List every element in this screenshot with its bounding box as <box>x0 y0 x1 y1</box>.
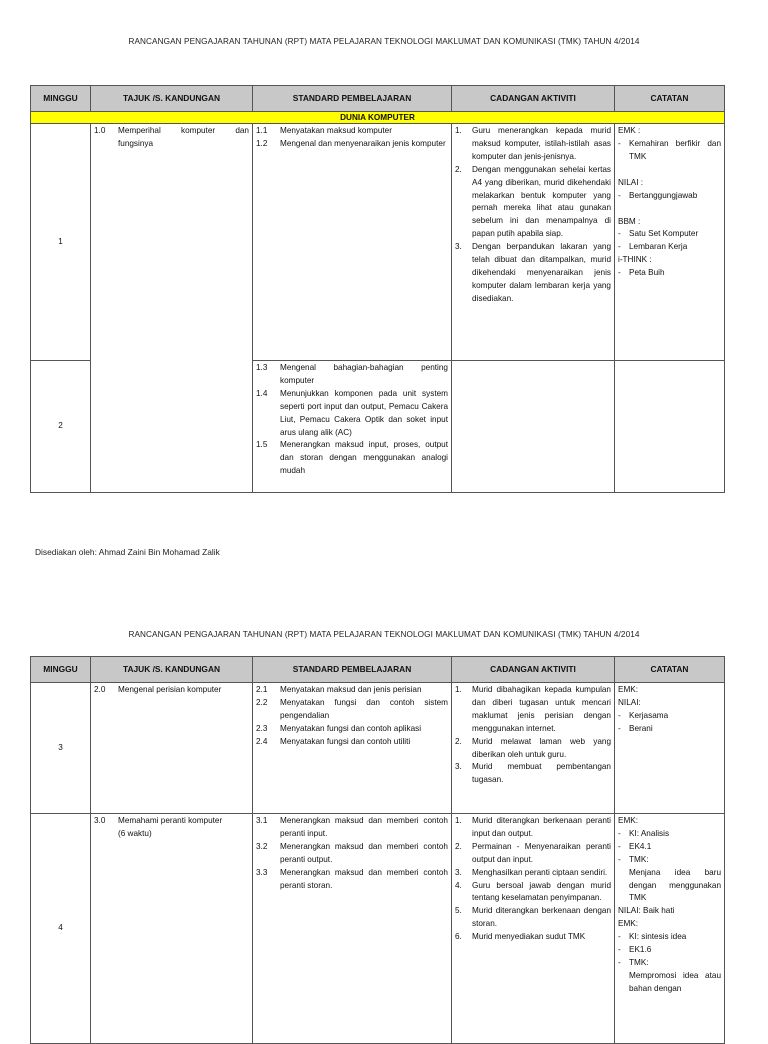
section-row <box>31 112 725 124</box>
note-item: EK1.6 <box>629 945 652 955</box>
topic-number: 1.0 <box>94 126 106 135</box>
activity-text: Murid dibahagikan kepada kumpulan dan diberi tugasan untuk mencari maklumat jenis perisian dengan menggunakan internet. <box>472 685 611 733</box>
bullet-dash: - <box>618 242 621 252</box>
standard-text: Menyatakan fungsi dan contoh sistem pengendalian <box>280 697 448 720</box>
standard-number: 2.2 <box>256 697 268 707</box>
standard-number: 1.4 <box>256 388 268 398</box>
bullet-dash: - <box>618 957 621 967</box>
bullet-dash: - <box>618 190 621 200</box>
note-detail: Mempromosi idea atau bahan dengan <box>629 970 721 993</box>
table-header-row <box>31 86 725 112</box>
note-item: TMK: <box>629 957 649 967</box>
topic-number: 3.0 <box>94 816 106 825</box>
prepared-by: Disediakan oleh: Ahmad Zaini Bin Mohamad Zalik <box>35 547 220 557</box>
standard-text: Menerangkan maksud input, proses, output dan storan dengan menggunakan analogi mudah <box>280 440 448 476</box>
note-label: EMK : <box>618 126 641 135</box>
topic-text: Memahami peranti komputer <box>118 816 223 825</box>
activity-number: 5. <box>455 906 462 916</box>
standard-text: Menerangkan maksud dan memberi contoh peranti output. <box>280 841 448 864</box>
note-label: EMK: <box>618 685 639 694</box>
activity-number: 1. <box>455 126 462 135</box>
standard-number: 3.1 <box>256 816 268 825</box>
note-label: BBM : <box>618 216 641 226</box>
activity-number: 3. <box>455 867 462 877</box>
standard-number: 3.2 <box>256 841 268 851</box>
standard-text: Menyatakan maksud dan jenis perisian <box>280 685 422 694</box>
header-standard: STANDARD PEMBELAJARAN <box>253 86 452 112</box>
week-number: 1 <box>31 124 91 361</box>
header-catatan: CATATAN <box>615 657 725 683</box>
header-minggu: MINGGU <box>31 86 91 112</box>
note-item: Satu Set Komputer <box>629 229 699 239</box>
activity-text: Murid diterangkan berkenaan dengan storan. <box>472 906 611 929</box>
header-aktiviti: CADANGAN AKTIVITI <box>452 657 615 683</box>
bullet-dash: - <box>618 268 621 278</box>
header-tajuk: TAJUK /S. KANDUNGAN <box>91 86 253 112</box>
notes-cell <box>615 814 725 1044</box>
header-catatan: CATATAN <box>615 86 725 112</box>
activity-number: 2. <box>455 164 462 174</box>
notes-cell <box>615 361 725 493</box>
standard-number: 2.1 <box>256 685 268 694</box>
note-label: NILAI : <box>618 177 644 187</box>
standard-text: Mengenal bahagian-bahagian penting komputer <box>280 363 448 385</box>
activity-cell <box>452 814 615 1044</box>
activity-number: 2. <box>455 841 462 851</box>
bullet-dash: - <box>618 828 621 838</box>
section-title: DUNIA KOMPUTER <box>31 112 725 124</box>
standard-cell <box>253 814 452 1044</box>
note-label: EMK: <box>618 816 639 825</box>
header-minggu: MINGGU <box>31 657 91 683</box>
topic-text: Memperihal komputer dan fungsinya <box>118 126 249 148</box>
note-item: Kemahiran berfikir dan TMK <box>629 138 721 161</box>
standard-text: Menunjukkan komponen pada unit system seperti port input dan output, Pemacu Cakera Liut, Pemacu Cakera Optik dan soket input arus ulang alik (AC) <box>280 388 448 437</box>
note-item: TMK: <box>629 854 649 864</box>
standard-text: Menyatakan fungsi dan contoh aplikasi <box>280 723 422 733</box>
standard-text: Menerangkan maksud dan memberi contoh peranti input. <box>280 816 448 838</box>
note-item: KI: Analisis <box>629 828 670 838</box>
header-tajuk: TAJUK /S. KANDUNGAN <box>91 657 253 683</box>
activity-number: 1. <box>455 685 462 694</box>
notes-cell <box>615 683 725 814</box>
week-number: 4 <box>31 814 91 1044</box>
standard-number: 1.3 <box>256 363 268 372</box>
note-item: Kerjasama <box>629 710 669 720</box>
topic-cell <box>91 814 253 1044</box>
bullet-dash: - <box>618 932 621 942</box>
page-title: RANCANGAN PENGAJARAN TAHUNAN (RPT) MATA PELAJARAN TEKNOLOGI MAKLUMAT DAN KOMUNIKASI (TMK) TAHUN 4/2014 <box>128 37 640 46</box>
standard-cell <box>253 124 452 361</box>
topic-text: Mengenal perisian komputer <box>118 685 222 694</box>
standard-cell <box>253 683 452 814</box>
activity-text: Guru bersoal jawab dengan murid tentang keselamatan penyimpanan. <box>472 880 611 903</box>
activity-text: Murid membuat pembentangan tugasan. <box>472 762 611 785</box>
activity-number: 1. <box>455 816 462 825</box>
table-row <box>31 124 725 361</box>
activity-number: 6. <box>455 932 462 942</box>
activity-text: Murid melawat laman web yang diberikan oleh untuk guru. <box>472 736 611 759</box>
standard-number: 1.2 <box>256 138 268 148</box>
note-item: Lembaran Kerja <box>629 242 688 252</box>
note-label: NILAI: <box>618 697 641 707</box>
standard-number: 2.3 <box>256 723 268 733</box>
table-row <box>31 814 725 1044</box>
bullet-dash: - <box>618 229 621 239</box>
note-item: Berani <box>629 723 653 733</box>
topic-cell <box>91 124 253 493</box>
header-aktiviti: CADANGAN AKTIVITI <box>452 86 615 112</box>
topic-number: 2.0 <box>94 685 106 694</box>
bullet-dash: - <box>618 841 621 851</box>
standard-cell <box>253 361 452 493</box>
rpt-table <box>30 656 725 1044</box>
topic-duration: (6 waktu) <box>118 828 152 838</box>
activity-text: Menghasilkan peranti ciptaan sendiri. <box>472 867 608 877</box>
activity-cell <box>452 683 615 814</box>
standard-text: Menyatakan fungsi dan contoh utiliti <box>280 736 411 746</box>
table-header-row <box>31 657 725 683</box>
standard-text: Mengenal dan menyenaraikan jenis komputer <box>280 138 446 148</box>
week-number: 2 <box>31 361 91 493</box>
note-item: KI: sintesis idea <box>629 932 687 942</box>
bullet-dash: - <box>618 710 621 720</box>
rpt-table <box>30 85 725 493</box>
topic-cell <box>91 683 253 814</box>
bullet-dash: - <box>618 854 621 864</box>
note-item: Peta Buih <box>629 268 665 278</box>
standard-text: Menyatakan maksud komputer <box>280 126 392 135</box>
note-label: EMK: <box>618 919 639 929</box>
standard-number: 3.3 <box>256 867 268 877</box>
page-title: RANCANGAN PENGAJARAN TAHUNAN (RPT) MATA PELAJARAN TEKNOLOGI MAKLUMAT DAN KOMUNIKASI (TMK) TAHUN 4/2014 <box>128 630 640 639</box>
bullet-dash: - <box>618 945 621 955</box>
activity-number: 4. <box>455 880 462 890</box>
activity-text: Permainan - Menyenaraikan peranti output dan input. <box>472 841 611 864</box>
activity-text: Murid diterangkan berkenaan peranti input dan output. <box>472 816 611 838</box>
table-row <box>31 683 725 814</box>
note-item: Bertanggungjawab <box>629 190 698 200</box>
bullet-dash: - <box>618 138 621 148</box>
standard-number: 1.5 <box>256 440 268 450</box>
activity-number: 2. <box>455 736 462 746</box>
notes-cell <box>615 124 725 361</box>
activity-number: 3. <box>455 242 462 252</box>
week-number: 3 <box>31 683 91 814</box>
bullet-dash: - <box>618 723 621 733</box>
activity-cell <box>452 361 615 493</box>
activity-text: Murid menyediakan sudut TMK <box>472 932 586 942</box>
standard-number: 2.4 <box>256 736 268 746</box>
note-label: i-THINK : <box>618 255 652 265</box>
activity-cell <box>452 124 615 361</box>
header-standard: STANDARD PEMBELAJARAN <box>253 657 452 683</box>
activity-text: Dengan menggunakan sehelai kertas A4 yang diberikan, murid dikehendaki melakarkan bentuk komputer yang pernah mereka lihat atau gunakan sebelum ini dan menampalnya di papan putih apabila siap. <box>472 164 611 239</box>
standard-text: Menerangkan maksud dan memberi contoh peranti storan. <box>280 867 448 890</box>
note-item: EK4.1 <box>629 841 652 851</box>
activity-text: Guru menerangkan kepada murid maksud komputer, istilah-istilah asas komputer dan jenis-jenisnya. <box>472 126 611 161</box>
standard-number: 1.1 <box>256 126 268 135</box>
note-detail: Menjana idea baru dengan menggunakan TMK <box>629 867 721 903</box>
note-label: NILAI: Baik hati <box>618 906 675 916</box>
activity-text: Dengan berpandukan lakaran yang telah dibuat dan ditampalkan, murid dikehendaki menyenaraikan jenis komputer dalam lembaran kerja yang disediakan. <box>472 242 611 303</box>
activity-number: 3. <box>455 762 462 772</box>
